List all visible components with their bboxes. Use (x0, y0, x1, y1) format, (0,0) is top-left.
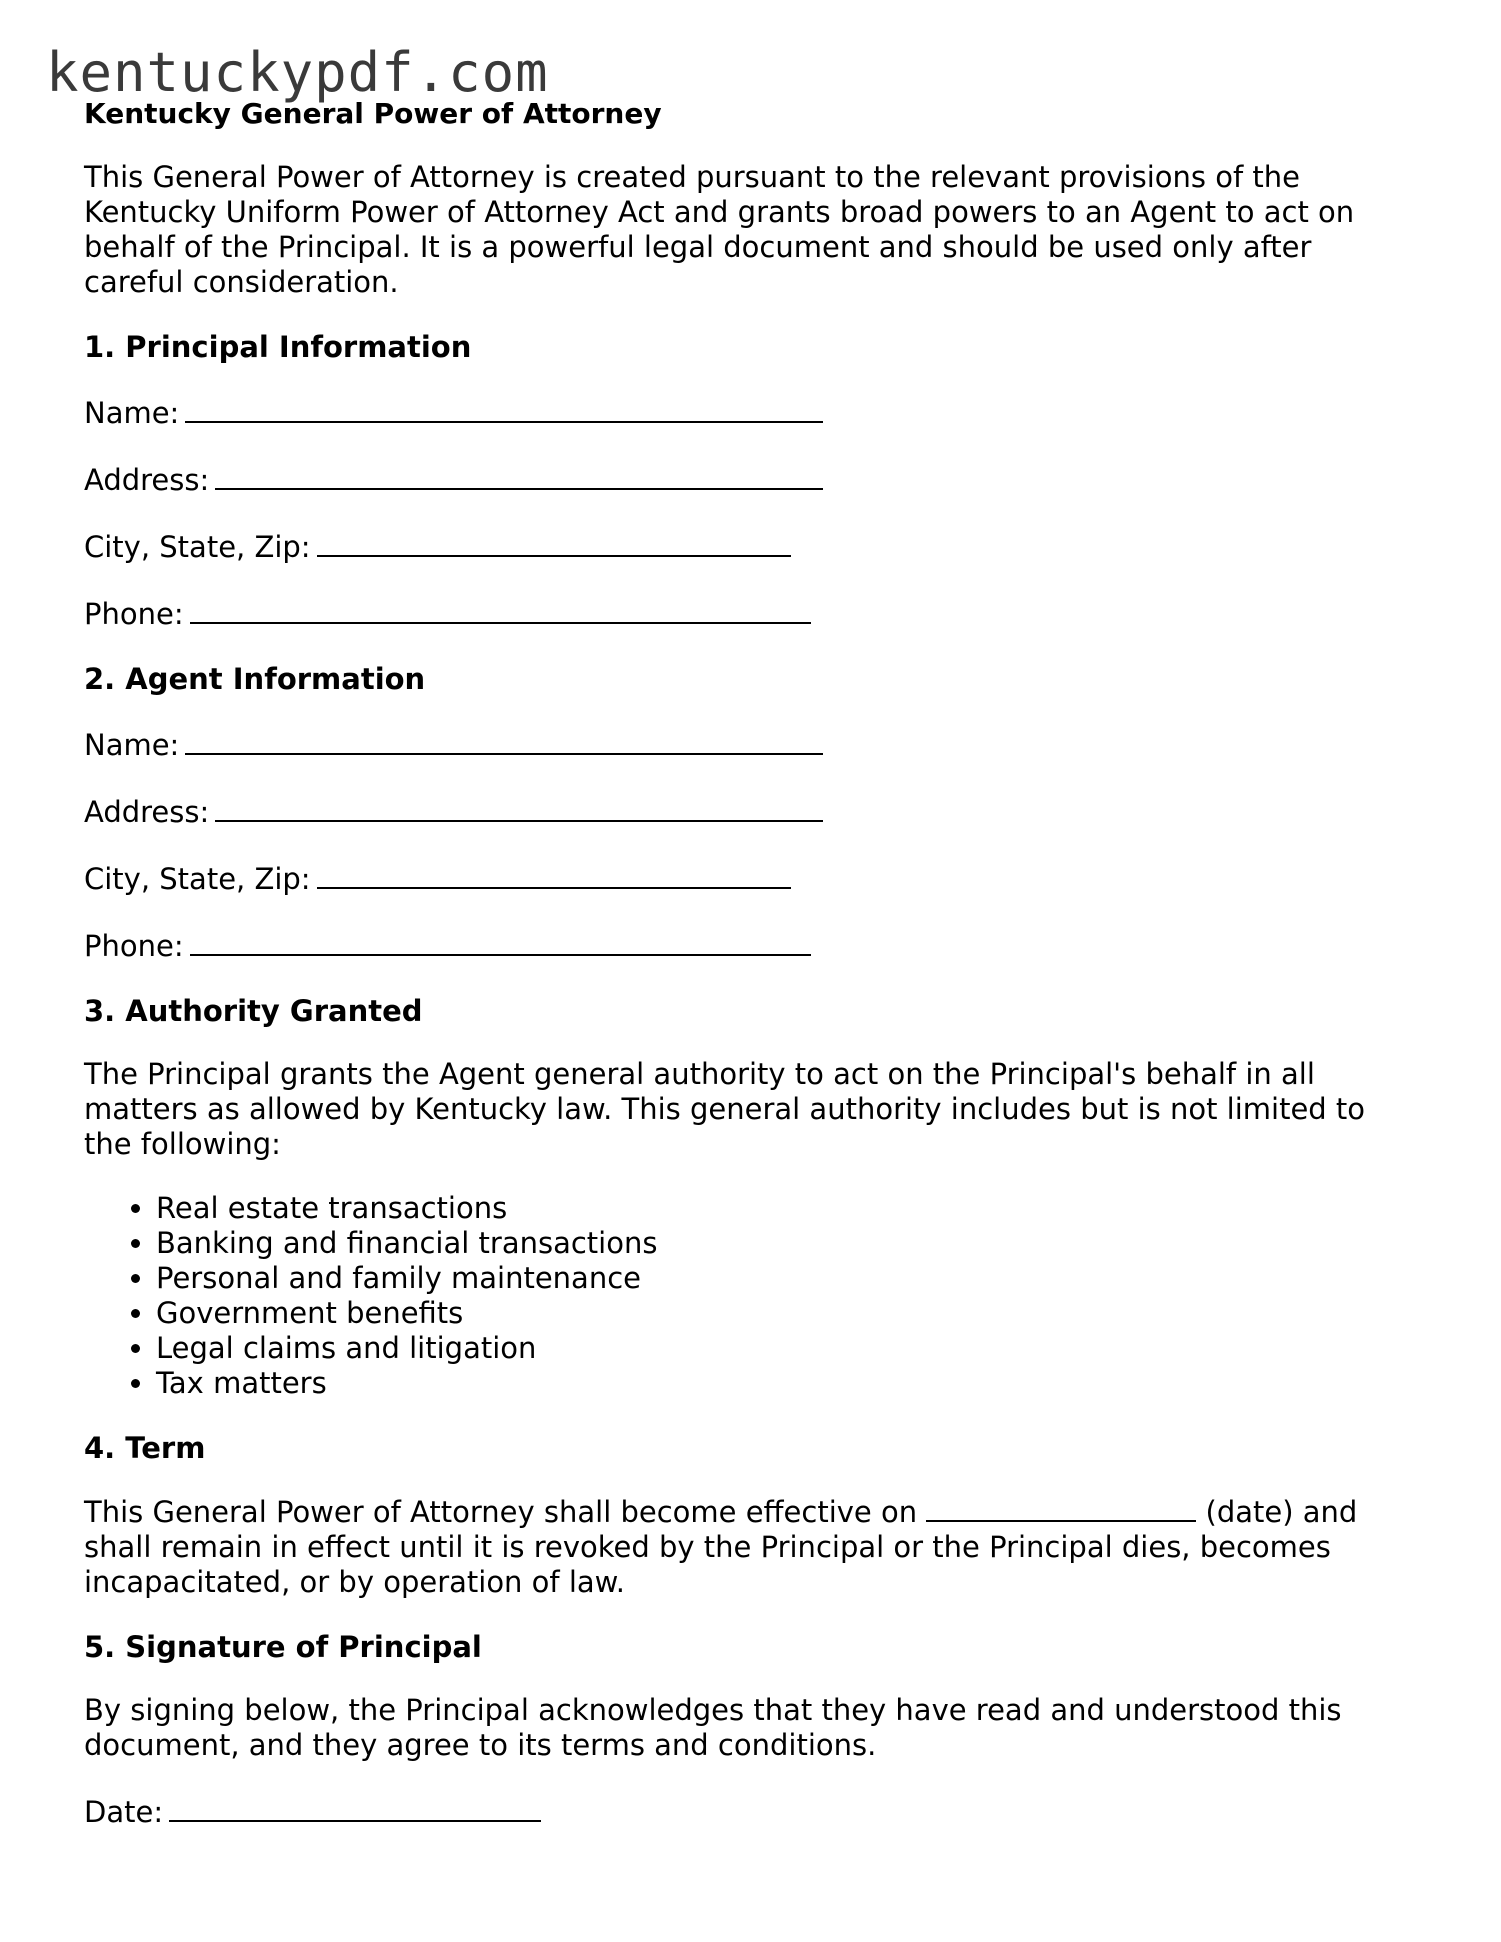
agent-name-label: Name: (84, 728, 180, 762)
agent-city-field (84, 859, 1414, 897)
document-title: Kentucky General Power of Attorney (84, 97, 662, 130)
agent-name-line[interactable] (185, 725, 823, 755)
signature-date-field (84, 1792, 1414, 1830)
principal-address-label: Address: (84, 463, 210, 497)
section-authority-heading: 3. Authority Granted (84, 994, 423, 1028)
principal-address-field (84, 460, 1414, 498)
principal-address-line[interactable] (215, 460, 823, 490)
list-item: • Tax matters (156, 1366, 1414, 1401)
agent-address-line[interactable] (215, 792, 823, 822)
effective-date-line[interactable] (926, 1494, 1196, 1522)
term-paragraph (84, 1494, 1414, 1600)
principal-phone-line[interactable] (190, 594, 811, 624)
list-item: • Real estate transactions (156, 1191, 1414, 1226)
principal-phone-label: Phone: (84, 597, 184, 631)
section-principal-heading: 1. Principal Information (84, 330, 472, 364)
section-agent-heading: 2. Agent Information (84, 662, 426, 696)
agent-city-line[interactable] (317, 859, 791, 889)
term-text-after: (date) and shall remain in effect until it is revoked by the Principal or the Principal dies, becomes incapacitated, or by operation of law. (84, 1495, 1358, 1599)
principal-name-label: Name: (84, 396, 180, 430)
agent-phone-label: Phone: (84, 929, 184, 963)
principal-city-label: City, State, Zip: (84, 530, 311, 564)
authority-paragraph: The Principal grants the Agent general authority to act on the Principal's behalf in all matters as allowed by Kentucky law. This general authority includes but is not limited to the following: (84, 1057, 1366, 1161)
list-item: • Personal and family maintenance (156, 1261, 1414, 1296)
section-signature-heading: 5. Signature of Principal (84, 1630, 482, 1664)
signature-date-label: Date: (84, 1795, 164, 1829)
principal-city-field (84, 527, 1414, 565)
agent-phone-field (84, 926, 1414, 964)
principal-name-field (84, 393, 1414, 431)
signature-paragraph: By signing below, the Principal acknowledges that they have read and understood this document, and they agree to its terms and conditions. (84, 1693, 1342, 1762)
signature-date-line[interactable] (169, 1792, 541, 1822)
principal-phone-field (84, 594, 1414, 632)
agent-name-field (84, 725, 1414, 763)
principal-city-line[interactable] (317, 527, 791, 557)
agent-city-label: City, State, Zip: (84, 862, 311, 896)
term-text-before: This General Power of Attorney shall become effective on (84, 1495, 918, 1529)
section-term-heading: 4. Term (84, 1431, 206, 1465)
principal-name-line[interactable] (185, 393, 823, 423)
watermark: kentuckypdf.com (46, 41, 549, 104)
intro-paragraph: This General Power of Attorney is created pursuant to the relevant provisions of the Kentucky Uniform Power of Attorney Act and grants broad powers to an Agent to act on behalf of the Principal. It is a powerful legal document and should be used only after careful consideration. (84, 160, 1355, 299)
list-item: • Legal claims and litigation (156, 1331, 1414, 1366)
list-item: • Government benefits (156, 1296, 1414, 1331)
authority-list (84, 1191, 1414, 1401)
agent-address-label: Address: (84, 795, 210, 829)
list-item: • Banking and financial transactions (156, 1226, 1414, 1261)
agent-address-field (84, 792, 1414, 830)
document-page (84, 96, 1414, 1859)
agent-phone-line[interactable] (190, 926, 811, 956)
